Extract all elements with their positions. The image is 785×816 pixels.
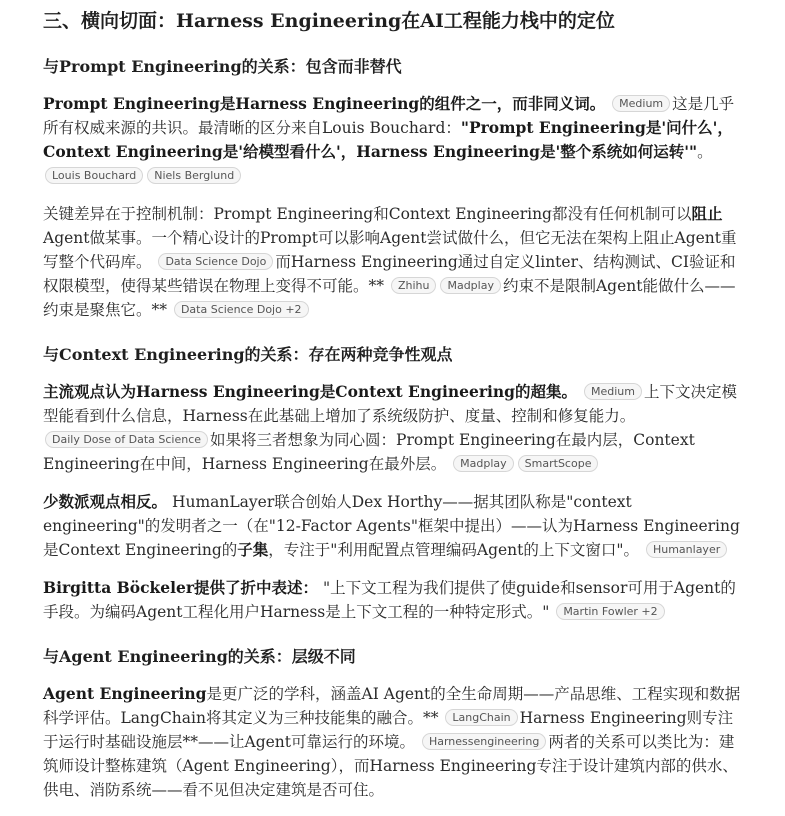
text: 约束不是限制Agent能做什么——约束是聚焦它。** [43, 277, 736, 319]
source-chip[interactable]: SmartScope [518, 455, 599, 472]
bold-text: 少数派观点相反。 [43, 492, 168, 511]
paragraph-context-3 [43, 576, 745, 624]
paragraph-prompt-1 [43, 92, 745, 188]
text: 这是几乎所有权威来源的共识。最清晰的区分来自Louis Bouchard： [43, 95, 735, 137]
text: 。 [697, 143, 713, 161]
source-chip[interactable]: Data Science Dojo +2 [174, 301, 309, 318]
text: 关键差异在于控制机制：Prompt Engineering和Context Engineering都没有任何机制可以 [43, 205, 692, 223]
bold-quote: "Prompt Engineering是'问什么'，Context Engineering是'给模型看什么'，Harness Engineering是'整个系统如何运转'" [43, 118, 733, 161]
source-chip[interactable]: Daily Dose of Data Science [45, 431, 208, 448]
bold-text: 阻止 [691, 204, 723, 223]
bold-text: Birgitta Böckeler提供了折中表述： [43, 578, 319, 597]
paragraph-context-2 [43, 490, 745, 562]
text: Harness Engineering则专注于运行时基础设施层**——让Agent可靠运行的环境。 [43, 709, 734, 751]
bold-text: 主流观点认为Harness Engineering是Context Engineering的超集。 [43, 382, 578, 401]
text: 而Harness Engineering通过自定义linter、结构测试、CI验证和权限模型，使得某些错误在物理上变得不可能。** [43, 253, 736, 295]
source-chip[interactable]: Data Science Dojo [158, 253, 273, 270]
source-chip[interactable]: Medium [584, 383, 642, 400]
bold-text: 子集 [237, 540, 269, 559]
source-chip[interactable]: Harnessengineering [422, 733, 546, 750]
source-chip[interactable]: LangChain [445, 709, 517, 726]
subsection-title-context: 与Context Engineering的关系：存在两种竞争性观点 [43, 345, 453, 364]
paragraph-prompt-2 [43, 202, 745, 322]
source-chip[interactable]: Martin Fowler +2 [556, 603, 664, 620]
paragraph-context-1 [43, 380, 745, 476]
text: "上下文工程为我们提供了使guide和sensor可用于Agent的手段。为编码Agent工程化用户Harness是上下文工程的一种特定形式。" [43, 579, 736, 621]
text: HumanLayer联合创始人Dex Horthy——据其团队称是"context engineering"的发明者之一（在"12-Factor Agents"框架中提出）——认为Harness Engineering是Context Engineering的 [43, 493, 740, 559]
subsection-title-prompt: 与Prompt Engineering的关系：包含而非替代 [43, 57, 402, 76]
source-chip[interactable]: Niels Berglund [147, 167, 241, 184]
text: 两者的关系可以类比为：建筑师设计整栋建筑（Agent Engineering），而Harness Engineering专注于设计建筑内部的供水、供电、消防系统——看不见但决定建筑是否可住。 [43, 733, 738, 799]
text: Agent做某事。一个精心设计的Prompt可以影响Agent尝试做什么，但它无法在架构上阻止Agent重写整个代码库。 [43, 229, 737, 271]
source-chip[interactable]: Louis Bouchard [45, 167, 143, 184]
bold-text: Agent Engineering [43, 684, 207, 703]
section-heading: 三、横向切面：Harness Engineering在AI工程能力栈中的定位 [43, 10, 615, 32]
source-chip[interactable]: Zhihu [391, 277, 437, 294]
source-chip[interactable]: Medium [612, 95, 670, 112]
source-chip[interactable]: Humanlayer [646, 541, 727, 558]
bold-text: Prompt Engineering是Harness Engineering的组件之一，而非同义词。 [43, 94, 606, 113]
text: ，专注于"利用配置点管理编码Agent的上下文窗口"。 [268, 541, 640, 559]
source-chip[interactable]: Madplay [453, 455, 514, 472]
text: 如果将三者想象为同心圆：Prompt Engineering在最内层，Context Engineering在中间，Harness Engineering在最外层。 [43, 431, 695, 473]
paragraph-agent-1 [43, 682, 745, 802]
subsection-title-agent: 与Agent Engineering的关系：层级不同 [43, 647, 356, 666]
text: 上下文决定模型能看到什么信息，Harness在此基础上增加了系统级防护、度量、控制和修复能力。 [43, 383, 737, 425]
text: 是更广泛的学科，涵盖AI Agent的全生命周期——产品思维、工程实现和数据科学评估。LangChain将其定义为三种技能集的融合。** [43, 685, 741, 727]
source-chip[interactable]: Madplay [440, 277, 501, 294]
